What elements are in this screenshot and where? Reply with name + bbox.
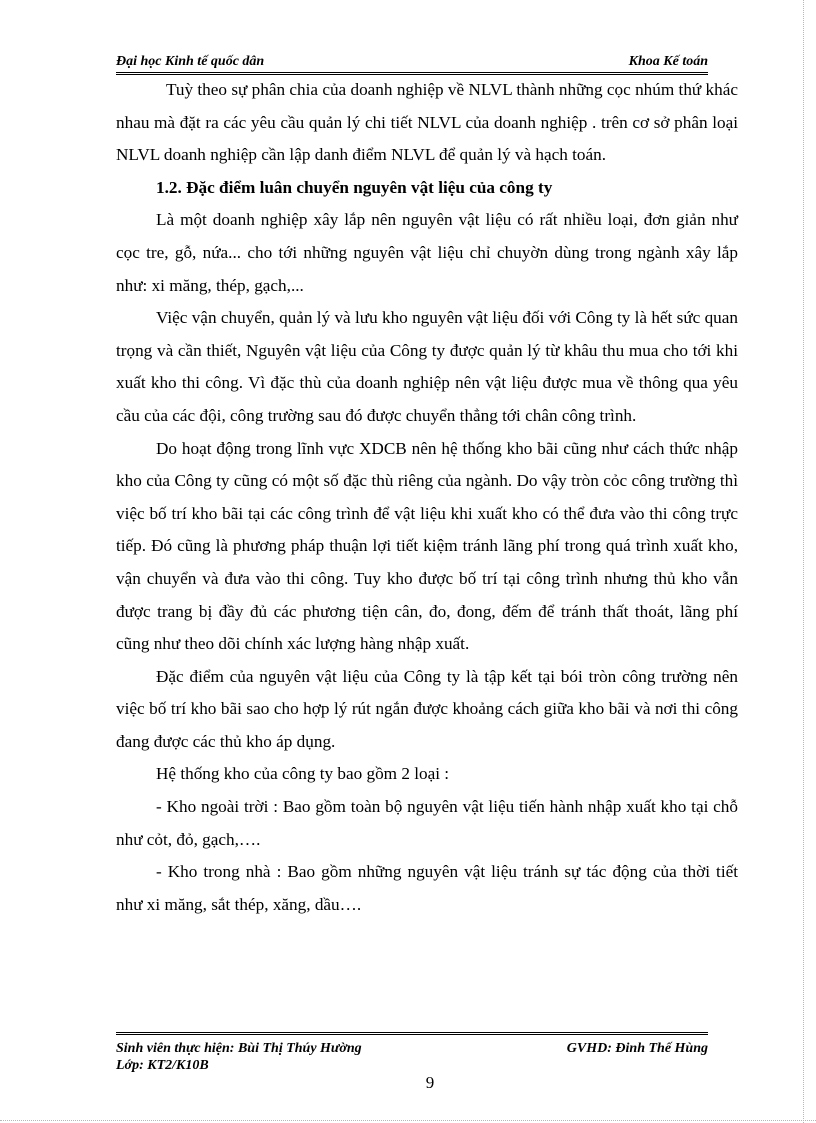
footer-student: Sinh viên thực hiện: Bùi Thị Thúy Hường xyxy=(116,1041,362,1056)
footer-advisor: GVHD: Đinh Thế Hùng xyxy=(566,1041,708,1056)
list-item-indoor-warehouse: - Kho trong nhà : Bao gồm những nguyên vật liệu tránh sự tác động của thời tiết như xi măng, sắt thép, xăng, dầu…. xyxy=(116,862,738,914)
paragraph-warehouse-types: Hệ thống kho của công ty bao gồm 2 loại : xyxy=(156,764,450,784)
footer-class: Lớp: KT2/K10B xyxy=(116,1058,209,1073)
header-university: Đại học Kinh tế quốc dân xyxy=(116,54,265,69)
paragraph-warehouse-system: Do hoạt động trong lĩnh vực XDCB nên hệ thống kho bãi cũng như cách thức nhập kho của Công ty cũng có một số đặc thù riêng của ngành. Do vậy tròn cỏc công trường thì việc bố trí kho bãi tại các công trình để vật liệu khi xuất kho có thể đưa vào thi công trực tiếp. Đó cũng là phương pháp thuận lợi tiết kiệm tránh lãng phí trong quá trình xuất kho, vận chuyển và đưa vào thi công. Tuy kho được bố trí tại công trình nhưng thủ kho vẫn được trang bị đầy đủ các phương tiện cân, đo, đong, đếm để tránh thất thoát, lãng phí cũng như theo dõi chính xác lượng hàng nhập xuất. xyxy=(116,438,738,654)
page-header xyxy=(116,50,708,75)
page-footer xyxy=(116,1040,708,1074)
header-faculty: Khoa Kế toán xyxy=(628,54,708,69)
footer-divider xyxy=(116,1032,708,1035)
document-body xyxy=(116,74,738,921)
list-item-outdoor-warehouse: - Kho ngoài trời : Bao gồm toàn bộ nguyên vật liệu tiến hành nhập xuất kho tại chỗ như cỏt, đỏ, gạch,…. xyxy=(116,797,738,849)
paragraph-transport-storage: Việc vận chuyển, quản lý và lưu kho nguyên vật liệu đối với Công ty là hết sức quan trọng và cần thiết, Nguyên vật liệu của Công ty được quản lý từ khâu thu mua cho tới khi xuất kho thi công. Vì đặc thù của doanh nghiệp nên vật liệu được mua về thông qua yêu cầu của các đội, công trường sau đó được chuyển thẳng tới chân công trình. xyxy=(116,308,738,425)
paragraph-nlvl-classification: Tuỳ theo sự phân chia của doanh nghiệp về NLVL thành những cọc nhúm thứ khác nhau mà đặt ra các yêu cầu quản lý chi tiết NLVL của doanh nghiệp . trên cơ sở phân loại NLVL doanh nghiệp cần lập danh điểm NLVL để quản lý và hạch toán. xyxy=(116,80,738,165)
section-heading-1-2: 1.2. Đặc điểm luân chuyển nguyên vật liệu của công ty xyxy=(156,177,553,197)
page-margin-guide xyxy=(803,0,804,1123)
paragraph-material-gathering: Đặc điểm của nguyên vật liệu của Công ty là tập kết tại bói tròn công trường nên việc bố trí kho bãi sao cho hợp lý rút ngắn được khoảng cách giữa kho bãi và nơi thi công đang được các thủ kho áp dụng. xyxy=(116,666,738,751)
paragraph-material-types: Là một doanh nghiệp xây lắp nên nguyên vật liệu có rất nhiều loại, đơn giản như cọc tre, gỗ, nứa... cho tới những nguyên vật liệu chỉ chuyờn dùng trong ngành xây lắp như: xi măng, thép, gạch,... xyxy=(116,210,738,295)
page-number: 9 xyxy=(425,1073,435,1092)
page-bottom-guide xyxy=(0,1120,816,1121)
